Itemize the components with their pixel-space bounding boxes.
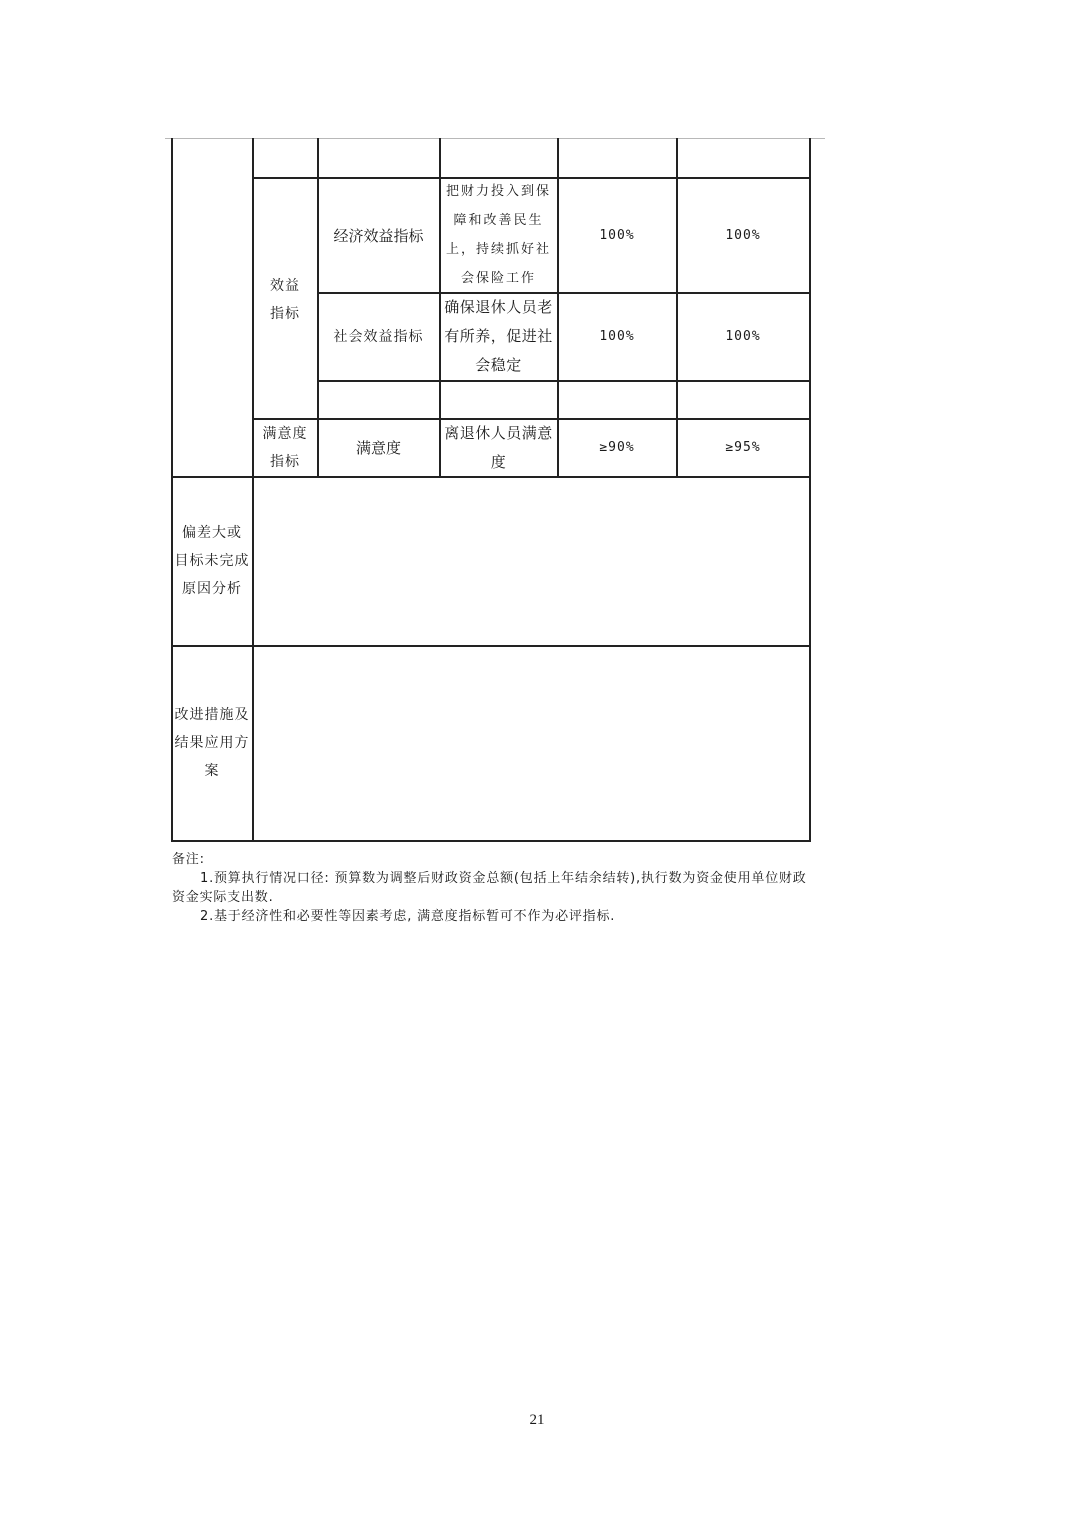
social-benefit-content: 确保退休人员老 有所养，促进社 会稳定 (444, 298, 553, 374)
table-rule (171, 840, 811, 842)
economic-benefit-name: 经济效益指标 (333, 226, 424, 245)
economic-benefit-content: 把财力投入到保 障和改善民生 上，持续抓好社 会保险工作 (445, 184, 551, 286)
notes-heading: 备注: (172, 852, 205, 867)
page-number: 21 (529, 1412, 545, 1428)
table-rule (809, 138, 811, 841)
social-benefit-target: 100% (599, 329, 635, 344)
notes-section (172, 850, 812, 926)
satisfaction-name: 满意度 (355, 439, 401, 457)
deviation-analysis-value (253, 477, 809, 645)
satisfaction-content: 离退休人员满意 度 (444, 423, 553, 471)
economic-benefit-target: 100% (599, 227, 635, 243)
improvement-measures-label: 改进措施及 结果应用方 案 (174, 707, 250, 779)
note-item-2: 2.基于经济性和必要性等因素考虑, 满意度指标暂可不作为必评指标. (200, 909, 616, 924)
effect-indicator-label: 效益 指标 (270, 278, 300, 322)
deviation-analysis-label: 偏差大或 目标未完成 原因分析 (174, 525, 250, 597)
social-benefit-actual: 100% (725, 329, 761, 344)
improvement-measures-value (253, 646, 809, 840)
satisfaction-indicator-label: 满意度 指标 (262, 425, 308, 470)
note-item-1: 1.预算执行情况口径: 预算数为调整后财政资金总额(包括上年结余结转),执行数为资金使用单位财政资金实际支出数. (172, 871, 807, 905)
satisfaction-target: ≥90% (599, 440, 635, 455)
economic-benefit-actual: 100% (725, 227, 761, 243)
satisfaction-actual: ≥95% (725, 440, 761, 455)
social-benefit-name: 社会效益指标 (333, 328, 424, 345)
table-rule (317, 380, 810, 382)
